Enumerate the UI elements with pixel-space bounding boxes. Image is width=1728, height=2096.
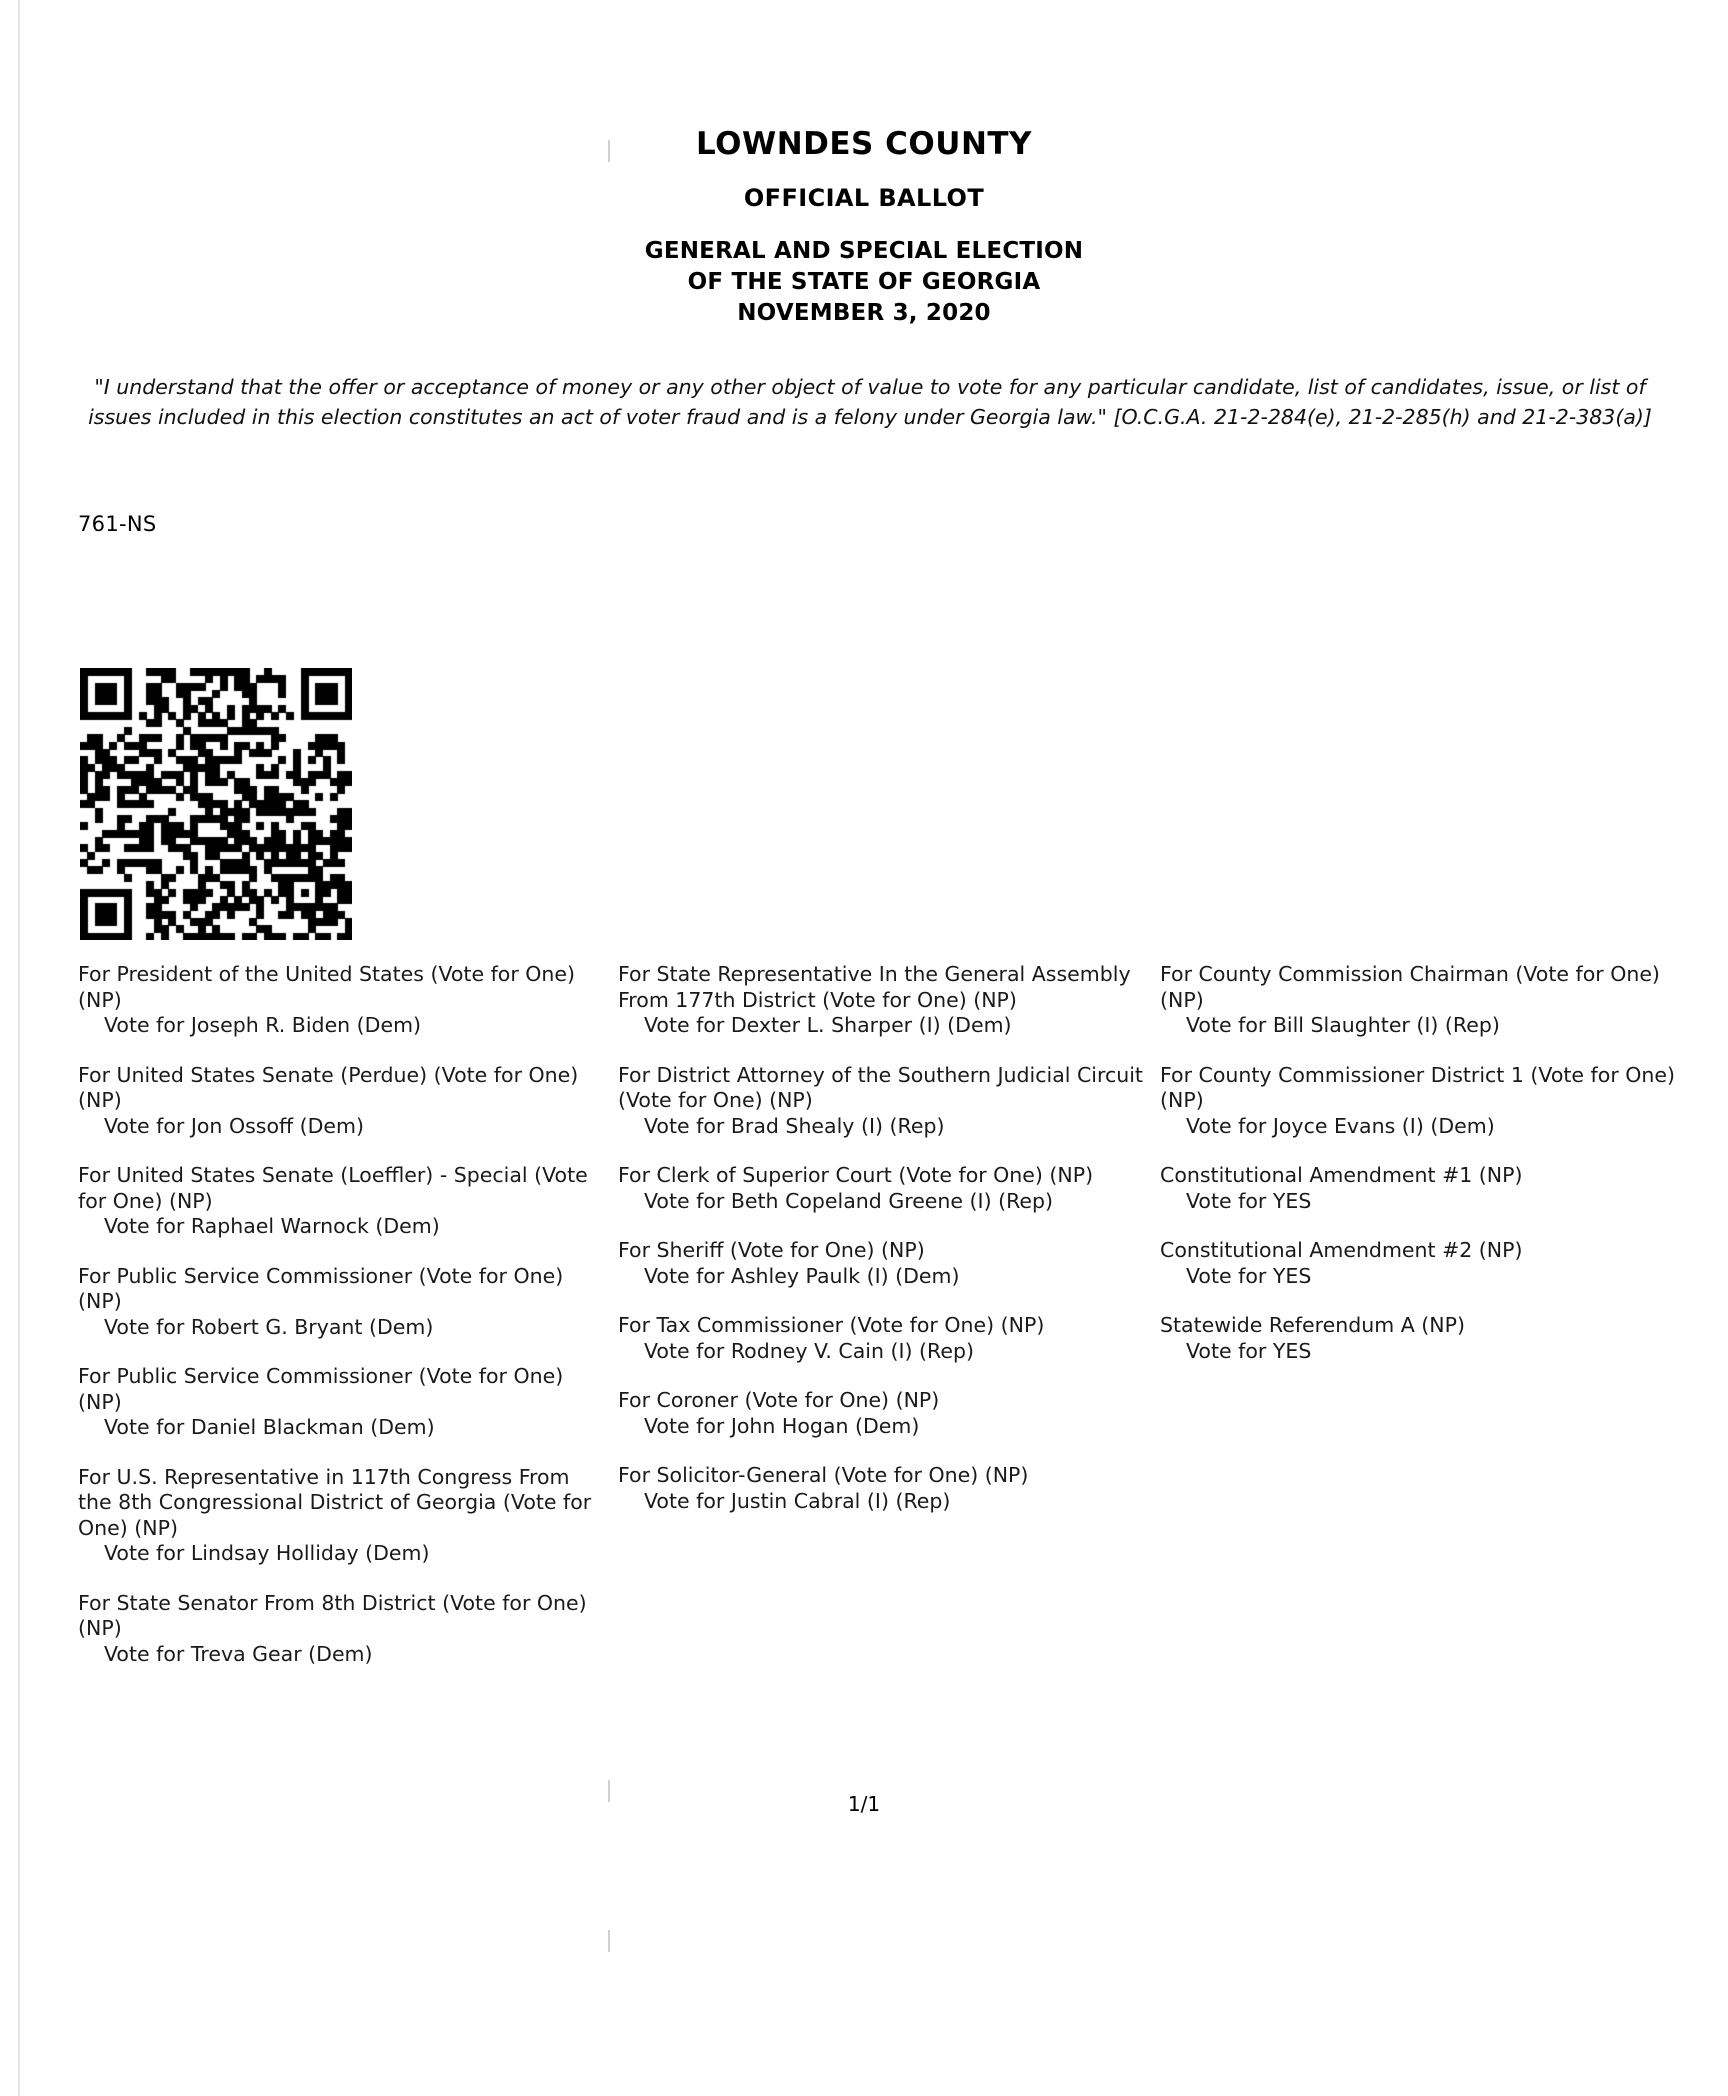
contest-block	[78, 1264, 598, 1341]
contest-choice: Vote for Jon Ossoff (Dem)	[104, 1113, 364, 1138]
contest-choice: Vote for Daniel Blackman (Dem)	[104, 1415, 435, 1439]
contest-choice: Vote for YES	[1186, 1338, 1312, 1363]
contest-block	[78, 1063, 598, 1140]
contest-title: For Coroner (Vote for One) (NP)	[618, 1388, 940, 1412]
contest-choice: Vote for Dexter L. Sharper (I) (Dem)	[644, 1013, 1012, 1037]
contest-choice: Vote for Raphael Warnock (Dem)	[104, 1214, 440, 1238]
contest-title: For Public Service Commissioner (Vote for One) (NP)	[78, 1263, 564, 1313]
contest-columns	[0, 962, 1728, 1702]
contest-block	[1160, 962, 1680, 1039]
contest-title: Statewide Referendum A (NP)	[1160, 1313, 1465, 1337]
contest-block	[618, 1063, 1143, 1140]
ballot-header	[0, 0, 1728, 326]
contest-choice: Vote for YES	[1186, 1263, 1312, 1288]
voter-oath-text: "I understand that the offer or acceptance of money or any other object of value to vote for any particular candidate, list of candidates, issue, or list of issues included in this election constitutes an act of voter fraud and is a felony under Georgia law." [O.C.G.A. 21-2-284(e), 21-2-285(h) and 21-2-383(a)]	[88, 375, 1652, 429]
contest-choice: Vote for Joyce Evans (I) (Dem)	[1186, 1113, 1495, 1138]
contest-choice: Vote for Brad Shealy (I) (Rep)	[644, 1113, 945, 1138]
contest-block	[618, 1163, 1143, 1214]
contest-title: For Sheriff (Vote for One) (NP)	[618, 1238, 925, 1262]
official-ballot-label: OFFICIAL BALLOT	[743, 184, 985, 212]
contest-title: For United States Senate (Perdue) (Vote for One) (NP)	[78, 1062, 579, 1112]
ballot-style-code: 761-NS	[78, 512, 157, 536]
contest-title: For District Attorney of the Southern Judicial Circuit (Vote for One) (NP)	[618, 1062, 1143, 1112]
contest-block	[618, 1313, 1143, 1364]
contest-title: For U.S. Representative in 117th Congress From the 8th Congressional District of Georgia (Vote for One) (NP)	[78, 1464, 592, 1540]
contest-title: Constitutional Amendment #2 (NP)	[1160, 1238, 1523, 1262]
ballot-qr-code	[80, 668, 352, 940]
contest-choice: Vote for Treva Gear (Dem)	[104, 1641, 373, 1666]
contest-choice: Vote for Justin Cabral (I) (Rep)	[644, 1488, 951, 1513]
contest-title: For Solicitor-General (Vote for One) (NP)	[618, 1463, 1029, 1487]
election-date: NOVEMBER 3, 2020	[737, 300, 991, 326]
contest-title: For Tax Commissioner (Vote for One) (NP)	[618, 1313, 1045, 1337]
election-type-line2: OF THE STATE OF GEORGIA	[687, 269, 1041, 295]
contest-choice: Vote for John Hogan (Dem)	[644, 1413, 920, 1438]
contest-choice: Vote for Lindsay Holliday (Dem)	[104, 1541, 430, 1565]
contest-block	[78, 1465, 598, 1567]
contest-title: For State Senator From 8th District (Vote for One) (NP)	[78, 1590, 587, 1640]
contest-block	[618, 1388, 1143, 1439]
election-type-line1: GENERAL AND SPECIAL ELECTION	[644, 238, 1084, 264]
contest-title: For County Commissioner District 1 (Vote for One) (NP)	[1160, 1062, 1676, 1112]
contest-column-2	[618, 962, 1143, 1538]
contest-block	[78, 1591, 598, 1668]
contest-choice: Vote for Rodney V. Cain (I) (Rep)	[644, 1338, 974, 1363]
page-title: LOWNDES COUNTY	[696, 126, 1032, 162]
contest-choice: Vote for Joseph R. Biden (Dem)	[104, 1013, 422, 1037]
contest-title: For State Representative In the General Assembly From 177th District (Vote for One) (NP)	[618, 962, 1131, 1012]
contest-choice: Vote for Ashley Paulk (I) (Dem)	[644, 1263, 960, 1288]
contest-title: For Clerk of Superior Court (Vote for One) (NP)	[618, 1163, 1094, 1187]
contest-title: For President of the United States (Vote for One) (NP)	[78, 962, 576, 1012]
contest-block	[1160, 1313, 1680, 1364]
contest-block	[618, 1238, 1143, 1289]
contest-block	[1160, 1238, 1680, 1289]
page-number: 1/1	[847, 1792, 881, 1816]
contest-choice: Vote for Bill Slaughter (I) (Rep)	[1186, 1013, 1500, 1037]
contest-block	[78, 962, 598, 1039]
contest-choice: Vote for Beth Copeland Greene (I) (Rep)	[644, 1188, 1054, 1213]
contest-column-3	[1160, 962, 1680, 1388]
contest-block	[618, 962, 1143, 1039]
contest-title: For Public Service Commissioner (Vote for One) (NP)	[78, 1364, 564, 1414]
contest-title: For United States Senate (Loeffler) - Special (Vote for One) (NP)	[78, 1163, 588, 1213]
contest-choice: Vote for YES	[1186, 1188, 1312, 1213]
contest-block	[618, 1463, 1143, 1514]
contest-block	[1160, 1163, 1680, 1214]
contest-title: For County Commission Chairman (Vote for One) (NP)	[1160, 962, 1660, 1012]
contest-column-1	[78, 962, 598, 1691]
scan-tick	[608, 1930, 610, 1952]
contest-block	[1160, 1063, 1680, 1140]
contest-block	[78, 1163, 598, 1240]
contest-choice: Vote for Robert G. Bryant (Dem)	[104, 1314, 434, 1339]
contest-block	[78, 1364, 598, 1441]
contest-title: Constitutional Amendment #1 (NP)	[1160, 1163, 1523, 1187]
